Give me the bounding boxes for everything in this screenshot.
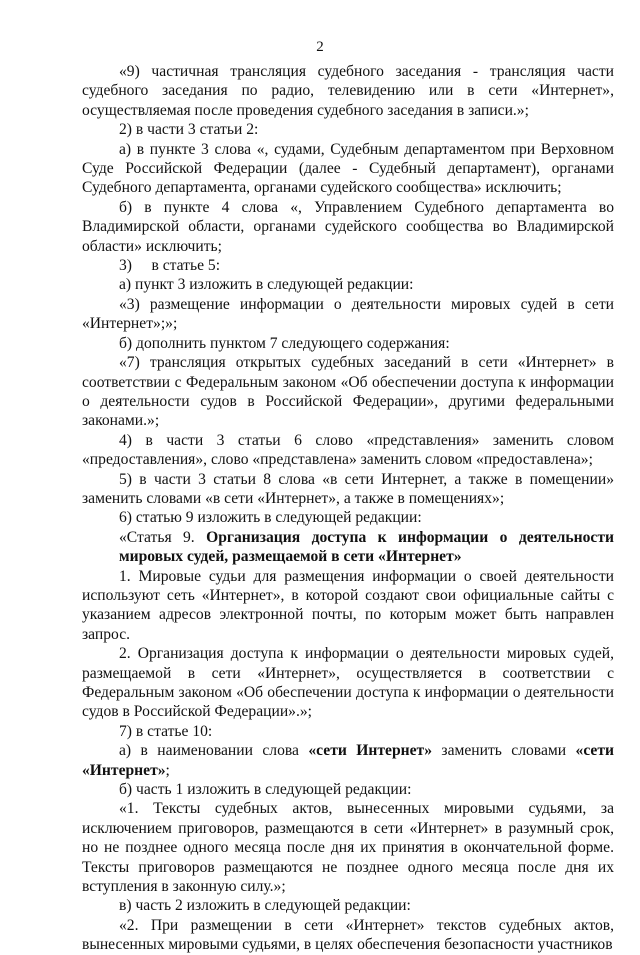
paragraph: в) часть 2 изложить в следующей редакции:	[119, 897, 411, 915]
paragraph: 5) в части 3 статьи 8 слова «в сети Интернет, а также в помещении» заменить словами «в сети «Интернет», а также в помещениях»;	[82, 470, 614, 507]
article-9-title-line1: Организация доступа к информации о деятельности	[206, 528, 614, 546]
document-body	[82, 62, 614, 955]
paragraph: а) пункт 3 изложить в следующей редакции:	[119, 276, 414, 294]
paragraph: б) дополнить пунктом 7 следующего содержания:	[119, 334, 450, 352]
paragraph: «9) частичная трансляция судебного заседания - трансляция части судебного заседания по радио, телевидению или в сети «Интернет», осуществляемая после проведения судебного заседания в записи.»;	[82, 63, 614, 119]
paragraph: 6) статью 9 изложить в следующей редакции:	[119, 509, 422, 527]
paragraph: 4) в части 3 статьи 6 слово «представления» заменить словом «предоставления», слово «представлена» заменить словом «предоставлена»;	[82, 431, 614, 469]
paragraph: 3) в статье 5:	[119, 257, 221, 275]
paragraph: 1. Мировые судьи для размещения информации о своей деятельности используют сеть «Интернет», в которой создают свои официальные сайты с указанием адресов электронной почты, по которым может быть направлен запрос.	[82, 567, 614, 643]
article-9-title-line2: мировых судей, размещаемой в сети «Интернет»	[119, 548, 462, 566]
paragraph: 2. Организация доступа к информации о деятельности мировых судей, размещаемой в сети «Интернет», осуществляется в соответствии с Федеральным законом «Об обеспечении доступа к информации о деятельности судов в Российской Федерации».»;	[82, 645, 614, 721]
paragraph: а) в пункте 3 слова «, судами, Судебным департаментом при Верховном Суде Российской Федерации (далее - Судебный департамент), органами Судебного департамента, органами судейского сообщества» исключить;	[82, 140, 614, 197]
paragraph: «3) размещение информации о деятельности мировых судей в сети «Интернет»;»;	[82, 295, 614, 333]
paragraph-article-10-a: а) в наименовании слова «сети Интернет» заменить словами «сети «Интернет»;	[82, 742, 614, 779]
paragraph: «1. Тексты судебных актов, вынесенных мировыми судьями, за исключением приговоров, размещаются в сети «Интернет» в разумный срок, но не позднее одного месяца после дня их принятия в окончательной форме. Тексты приговоров размещаются не позднее одного месяца после дня их вступления в законную силу.»;	[82, 800, 614, 896]
paragraph: б) в пункте 4 слова «, Управлением Судебного департамента во Владимирской области, органами судейского сообщества во Владимирской области» исключить;	[82, 198, 614, 255]
paragraph: 2) в части 3 статьи 2:	[119, 121, 259, 139]
paragraph: б) часть 1 изложить в следующей редакции:	[119, 781, 412, 799]
article-9-prefix: «Статья 9.	[119, 528, 207, 546]
paragraph: «7) трансляция открытых судебных заседаний в сети «Интернет» в соответствии с Федеральным законом «Об обеспечении доступа к информации о деятельности судов в Российской Федерации», другими федеральными законами.»;	[82, 354, 614, 430]
article-9-heading	[82, 528, 614, 547]
paragraph: 7) в статье 10:	[119, 722, 213, 740]
page-number: 2	[316, 39, 324, 55]
paragraph: «2. При размещении в сети «Интернет» текстов судебных актов, вынесенных мировыми судьями, в целях обеспечения безопасности участников	[82, 916, 614, 954]
